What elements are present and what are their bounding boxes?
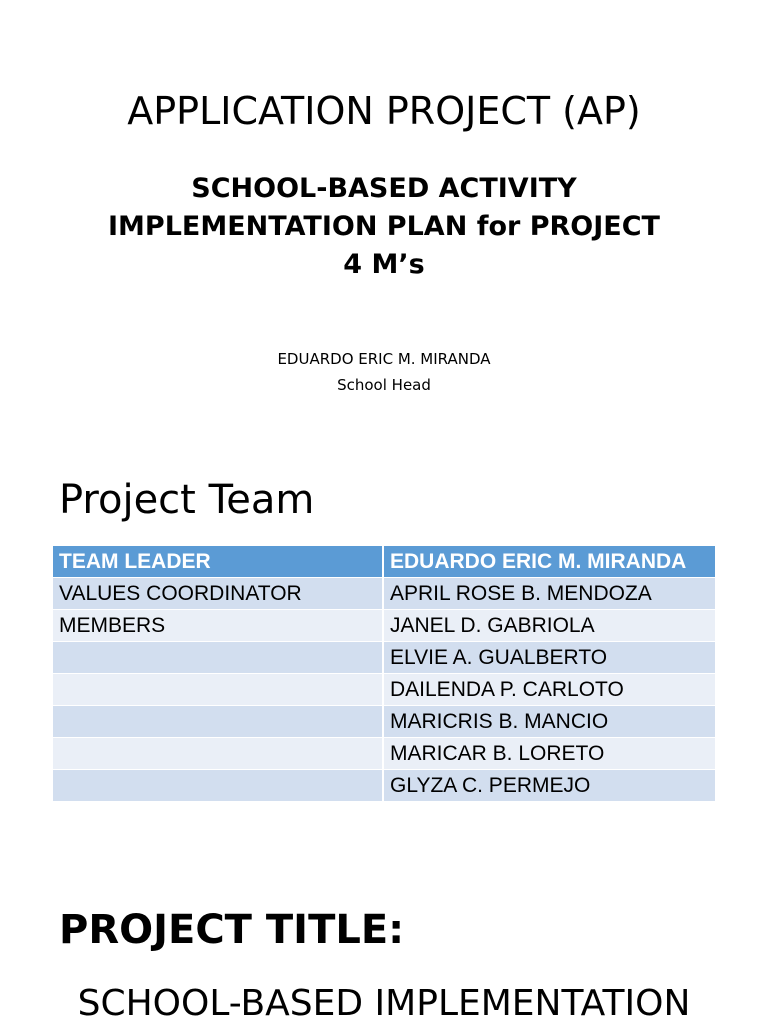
table-row — [53, 738, 715, 770]
project-team-heading: Project Team — [59, 477, 315, 523]
role-cell — [53, 738, 383, 770]
author-name: EDUARDO ERIC M. MIRANDA — [277, 350, 491, 368]
name-cell: JANEL D. GABRIOLA — [383, 610, 715, 642]
role-cell — [53, 706, 383, 738]
role-cell — [53, 770, 383, 802]
project-title-text: SCHOOL-BASED IMPLEMENTATION — [77, 983, 691, 1024]
name-cell: MARICRIS B. MANCIO — [383, 706, 715, 738]
table-row — [53, 674, 715, 706]
author-role: School Head — [337, 376, 431, 394]
role-cell — [53, 642, 383, 674]
name-cell: APRIL ROSE B. MENDOZA — [383, 578, 715, 610]
table-row — [53, 610, 715, 642]
role-cell: VALUES COORDINATOR — [53, 578, 383, 610]
table-header-row — [53, 546, 715, 578]
project-team-table — [53, 546, 715, 802]
subtitle-line-1: SCHOOL-BASED ACTIVITY — [191, 173, 577, 204]
name-cell: MARICAR B. LORETO — [383, 738, 715, 770]
table-row — [53, 770, 715, 802]
header-name-cell: EDUARDO ERIC M. MIRANDA — [383, 546, 715, 578]
role-cell: MEMBERS — [53, 610, 383, 642]
name-cell: ELVIE A. GUALBERTO — [383, 642, 715, 674]
page-title: APPLICATION PROJECT (AP) — [127, 89, 641, 133]
table-row — [53, 706, 715, 738]
header-role-cell: TEAM LEADER — [53, 546, 383, 578]
document-subtitle — [20, 170, 748, 284]
name-cell: GLYZA C. PERMEJO — [383, 770, 715, 802]
name-cell: DAILENDA P. CARLOTO — [383, 674, 715, 706]
role-cell — [53, 674, 383, 706]
table-row — [53, 642, 715, 674]
table-row — [53, 578, 715, 610]
subtitle-line-2: IMPLEMENTATION PLAN for PROJECT — [108, 211, 660, 242]
subtitle-line-3: 4 M’s — [343, 249, 425, 280]
project-title-heading: PROJECT TITLE: — [59, 907, 405, 953]
